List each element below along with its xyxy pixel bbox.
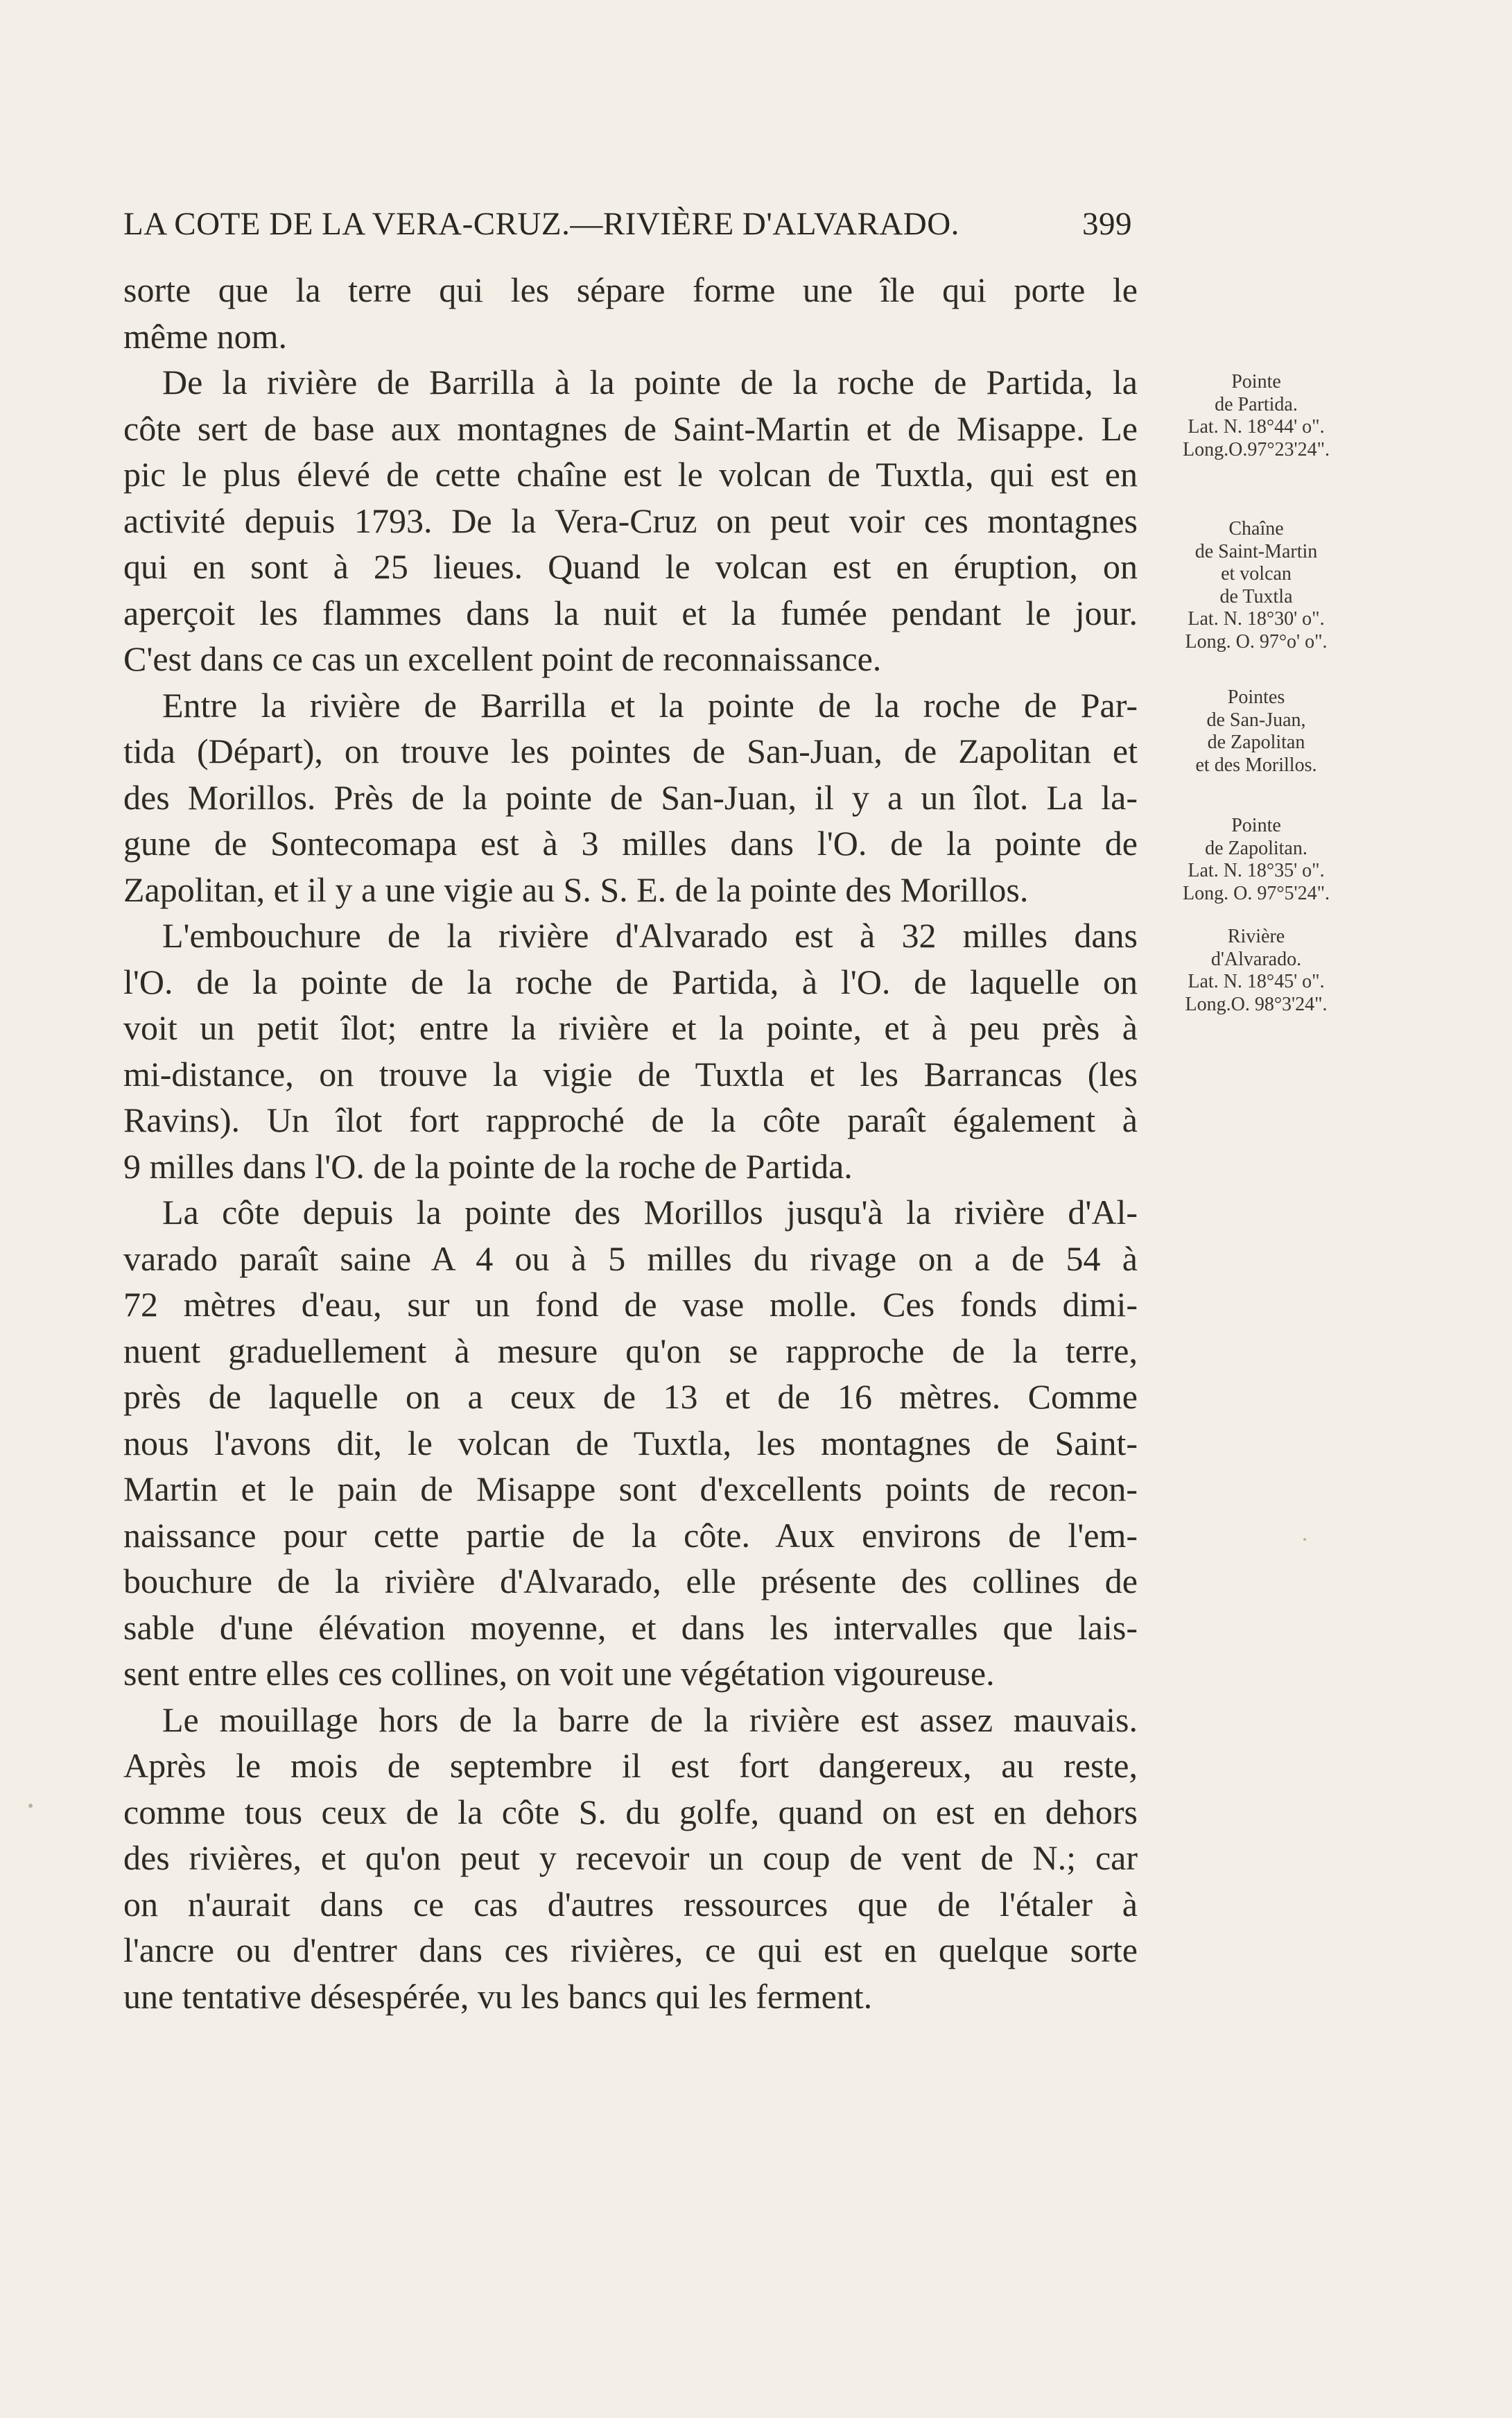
text-line: bouchure de la rivière d'Alvarado, elle présente des collines de (123, 1562, 1138, 1600)
margin-note-line: de San-Juan, (1206, 709, 1306, 731)
margin-note-line: Long.O.97°23'24". (1183, 438, 1330, 460)
text-line: varado paraît saine A 4 ou à 5 milles du rivage on a de 54 à (123, 1238, 1138, 1278)
paragraph (123, 267, 1138, 359)
text-line: La côte depuis la pointe des Morillos jusqu'à la rivière d'Al- (162, 1193, 1138, 1232)
text-line: même nom. (123, 316, 288, 356)
text-line: l'ancre ou d'entrer dans ces rivières, ce qui est en quelque sorte (123, 1931, 1138, 1969)
text-line: De la rivière de Barrilla à la pointe de la roche de Partida, la (162, 363, 1138, 401)
margin-note-line: Long. O. 97°5'24". (1183, 882, 1330, 904)
margin-note-line: de Tuxtla (1219, 585, 1293, 607)
margin-note-line: et des Morillos. (1195, 754, 1317, 776)
margin-note (1145, 686, 1367, 777)
text-line: tida (Départ), on trouve les pointes de San-Juan, de Zapolitan et (123, 732, 1138, 770)
margin-note (1145, 926, 1367, 1016)
paper-speck (1303, 1538, 1306, 1541)
margin-note-line: de Zapolitan (1207, 732, 1305, 753)
margin-note-line: Long. O. 97°o' o". (1185, 630, 1328, 653)
text-line: nuent graduellement à mesure qu'on se rapproche de la terre, (123, 1331, 1138, 1370)
margin-note (1145, 815, 1367, 905)
paper-speck (28, 1804, 33, 1808)
text-line: gune de Sontecomapa est à 3 milles dans l'O. de la pointe de (123, 824, 1138, 863)
text-line: L'embouchure de la rivière d'Alvarado est à 32 milles dans (162, 916, 1138, 955)
margin-note-line: Chaîne (1228, 518, 1284, 539)
text-line: Le mouillage hors de la barre de la rivière est assez mauvais. (162, 1700, 1138, 1739)
margin-note-line: et volcan (1221, 563, 1292, 585)
text-line: une tentative désespérée, vu les bancs qui les ferment. (123, 1976, 873, 2016)
margin-note-line: Lat. N. 18°30' o". (1188, 608, 1325, 630)
margin-note (1145, 371, 1367, 461)
text-line: nous l'avons dit, le volcan de Tuxtla, les montagnes de Saint- (123, 1423, 1138, 1462)
paragraph (123, 682, 1138, 913)
text-line: Martin et le pain de Misappe sont d'excellents points de recon- (123, 1469, 1138, 1508)
page-number: 399 (1082, 206, 1132, 242)
text-line: Zapolitan, et il y a une vigie au S. S. E. de la pointe des Morillos. (123, 870, 1029, 909)
header-title: LA COTE DE LA VERA-CRUZ.—RIVIÈRE D'ALVARADO. (123, 206, 959, 242)
text-line: mi-distance, on trouve la vigie de Tuxtla et les Barrancas (les (123, 1054, 1138, 1094)
text-line: des Morillos. Près de la pointe de San-Juan, il y a un îlot. La la- (123, 777, 1138, 817)
margin-note-line: Long.O. 98°3'24". (1185, 993, 1328, 1015)
text-line: activité depuis 1793. De la Vera-Cruz on peut voir ces montagnes (123, 501, 1138, 540)
text-line: Après le mois de septembre il est fort dangereux, au reste, (123, 1746, 1138, 1785)
margin-note-line: de Saint-Martin (1194, 540, 1318, 562)
text-line: des rivières, et qu'on peut y recevoir un coup de vent de N.; car (123, 1838, 1138, 1877)
text-line: 72 mètres d'eau, sur un fond de vase molle. Ces fonds dimi- (123, 1285, 1138, 1324)
text-line: C'est dans ce cas un excellent point de reconnaissance. (123, 639, 882, 678)
text-line: Entre la rivière de Barrilla et la pointe de la roche de Par- (162, 685, 1138, 725)
margin-note-line: Rivière (1227, 926, 1285, 947)
running-header (123, 205, 1132, 243)
text-line: aperçoit les flammes dans la nuit et la fumée pendant le jour. (123, 593, 1138, 632)
text-line: près de laquelle on a ceux de 13 et de 16 mètres. Comme (123, 1377, 1138, 1416)
margin-note-line: de Partida. (1215, 393, 1298, 415)
margin-note-line: Lat. N. 18°44' o". (1188, 416, 1325, 438)
text-line: naissance pour cette partie de la côte. Aux environs de l'em- (123, 1515, 1138, 1555)
margin-note-line: Pointe (1231, 815, 1281, 836)
text-line: comme tous ceux de la côte S. du golfe, quand on est en dehors (123, 1792, 1138, 1831)
margin-note-line: d'Alvarado. (1210, 948, 1302, 970)
text-line: on n'aurait dans ce cas d'autres ressources que de l'étaler à (123, 1884, 1138, 1924)
margin-note-line: Lat. N. 18°35' o". (1188, 860, 1325, 881)
paragraph (123, 1697, 1138, 2020)
margin-note-line: Lat. N. 18°45' o". (1188, 971, 1325, 992)
text-line: qui en sont à 25 lieues. Quand le volcan est en éruption, on (123, 547, 1138, 586)
paragraph (123, 1189, 1138, 1697)
margin-note (1145, 518, 1367, 653)
paragraph (123, 913, 1138, 1189)
text-line: côte sert de base aux montagnes de Saint-Martin et de Misappe. Le (123, 408, 1138, 448)
text-line: 9 milles dans l'O. de la pointe de la roche de Partida. (123, 1146, 853, 1186)
text-line: l'O. de la pointe de la roche de Partida, à l'O. de laquelle on (123, 962, 1138, 1001)
text-line: pic le plus élevé de cette chaîne est le volcan de Tuxtla, qui est en (123, 455, 1138, 494)
margin-note-line: Pointe (1231, 371, 1281, 392)
main-text-column (123, 267, 1138, 2019)
margin-note-line: Pointes (1227, 686, 1285, 708)
text-line: sable d'une élévation moyenne, et dans les intervalles que lais- (123, 1607, 1138, 1647)
text-line: voit un petit îlot; entre la rivière et la pointe, et à peu près à (123, 1008, 1138, 1047)
text-line: sent entre elles ces collines, on voit une végétation vigoureuse. (123, 1654, 995, 1693)
text-line: sorte que la terre qui les sépare forme une île qui porte le (123, 270, 1138, 309)
text-line: Ravins). Un îlot fort rapproché de la côte paraît également à (123, 1100, 1138, 1139)
margin-note-line: de Zapolitan. (1205, 837, 1307, 859)
paragraph (123, 359, 1138, 682)
